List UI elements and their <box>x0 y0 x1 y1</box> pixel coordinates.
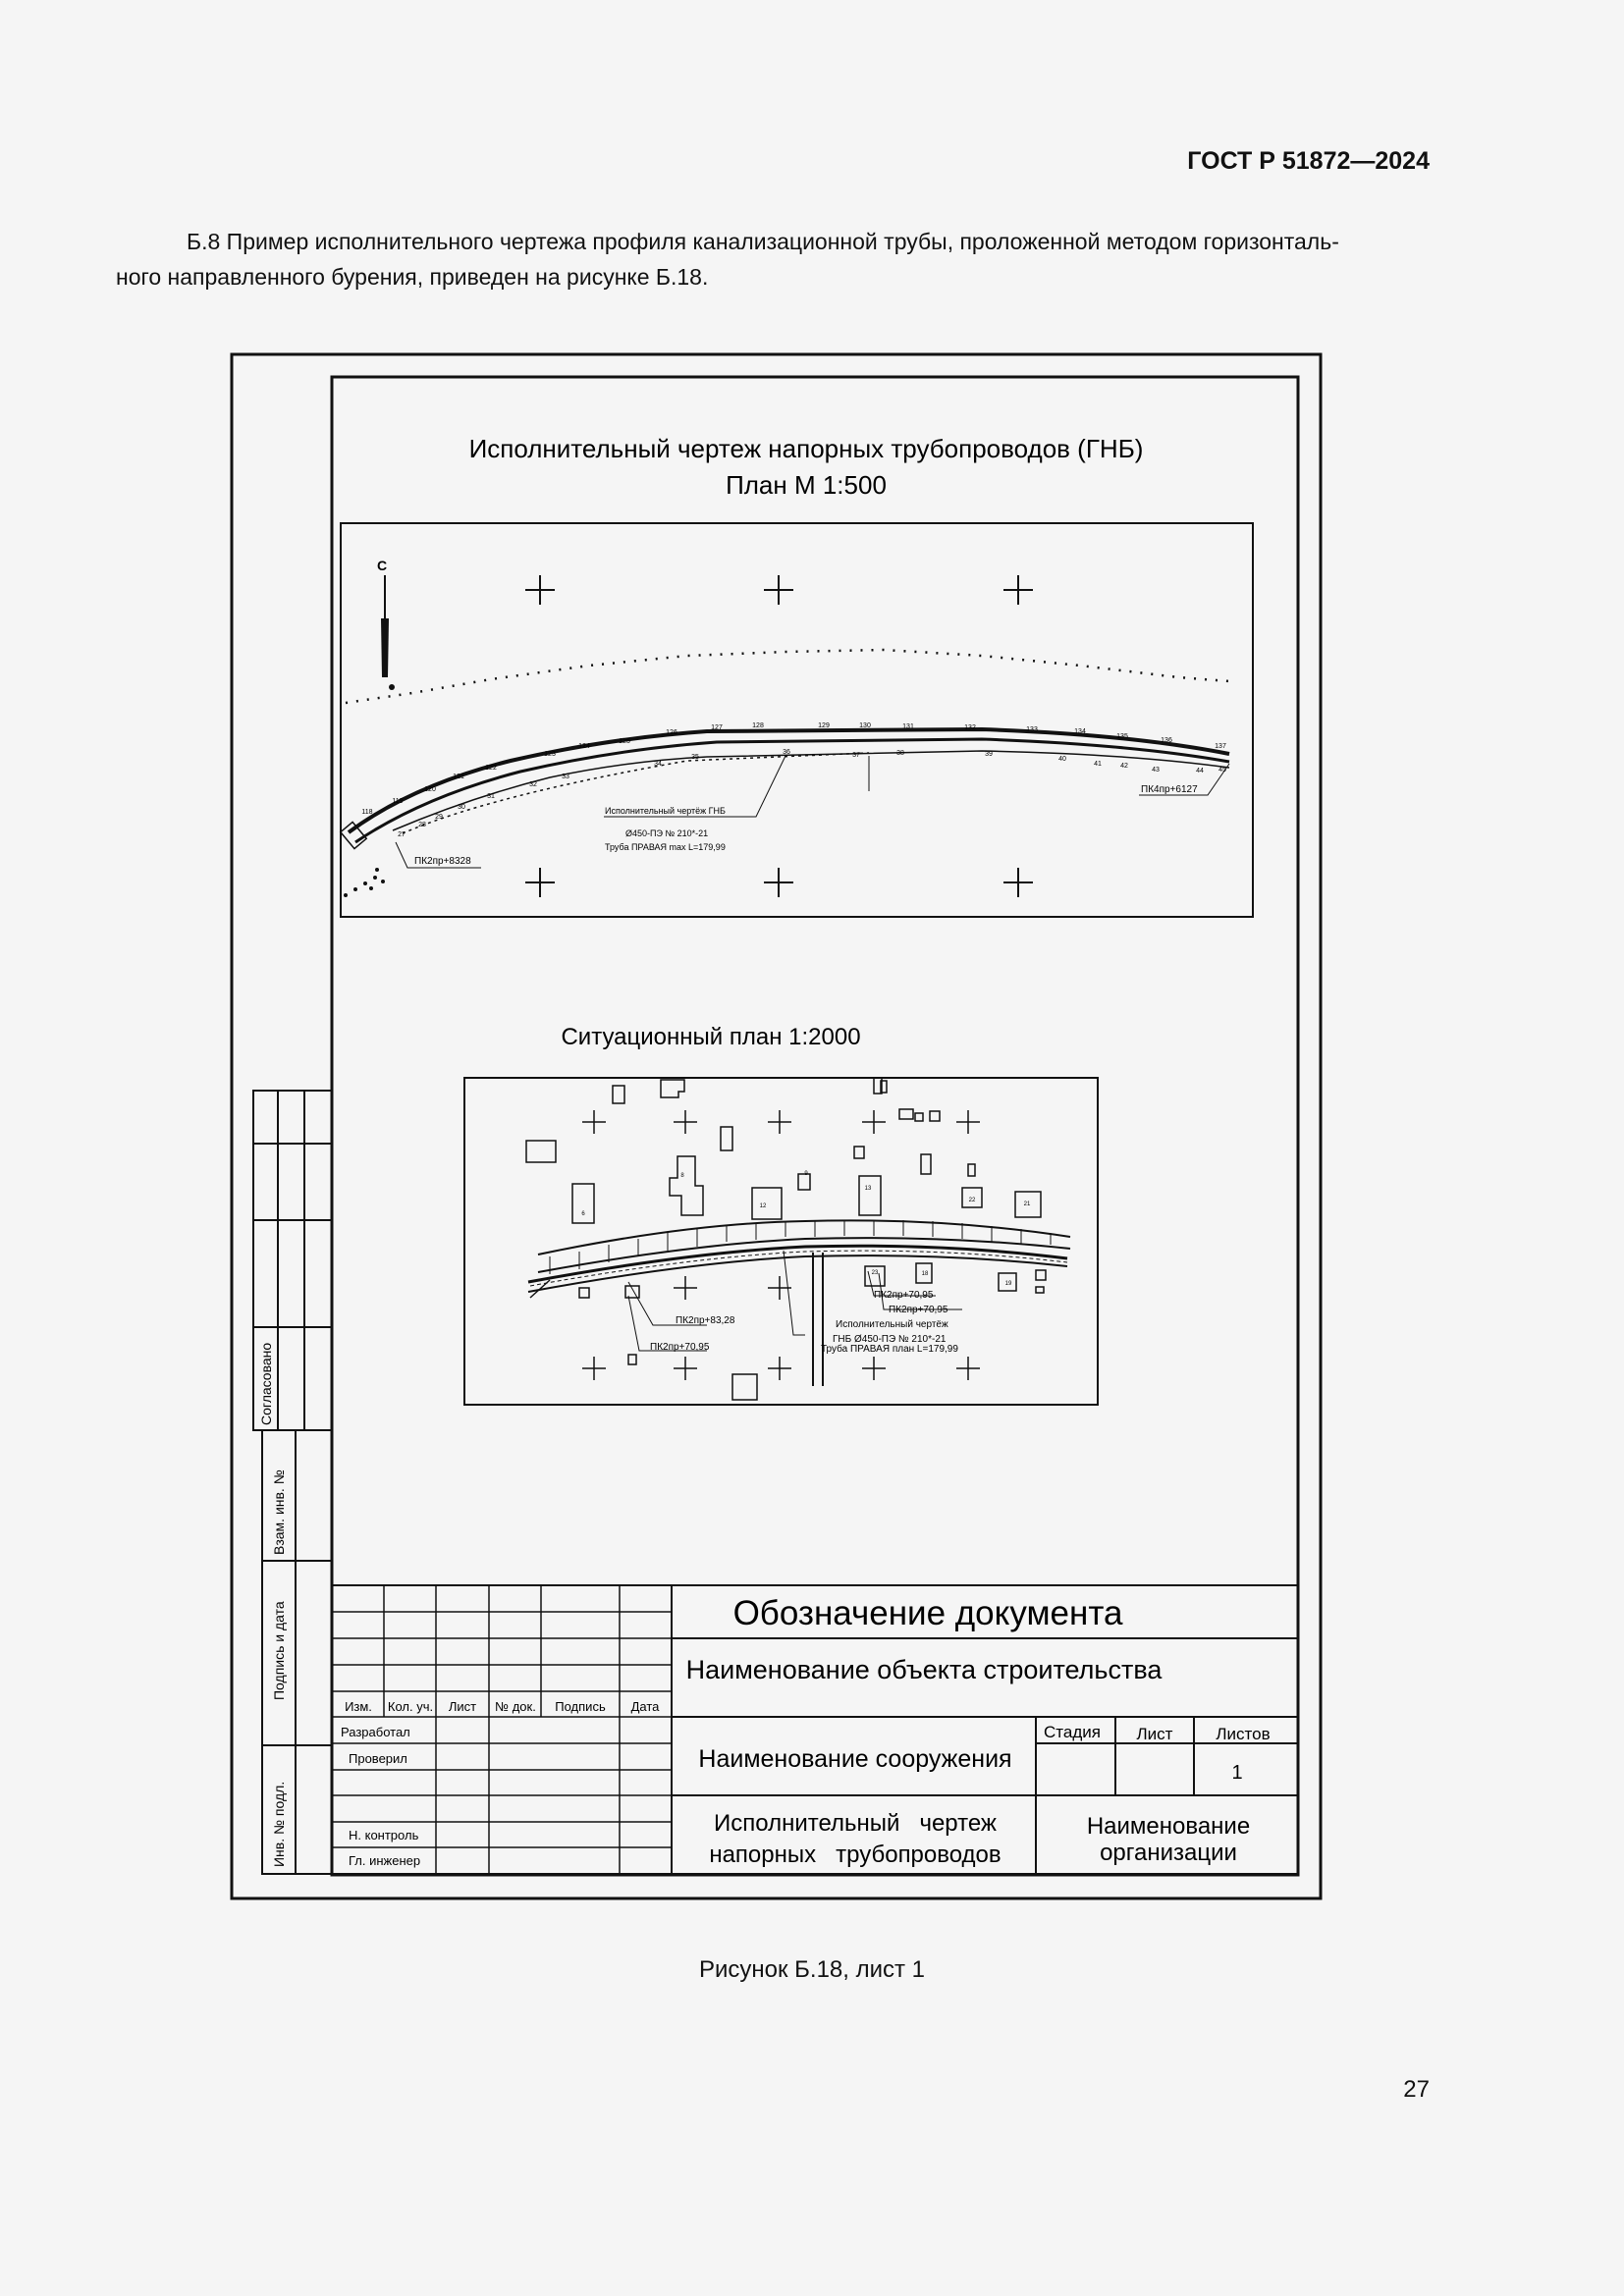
svg-text:13: 13 <box>864 1186 872 1192</box>
svg-text:37: 37 <box>852 752 860 759</box>
svg-text:Н. контроль: Н. контроль <box>349 1828 419 1842</box>
situation-title: Ситуационный план 1:2000 <box>561 1024 861 1050</box>
situation-pk3: ПК2пр+83,28 <box>676 1315 735 1326</box>
figure-caption: Рисунок Б.18, лист 1 <box>698 1956 926 1983</box>
svg-text:118: 118 <box>361 809 373 816</box>
drawing-name-2: напорных трубопроводов <box>709 1842 1001 1868</box>
svg-text:137: 137 <box>1215 743 1226 750</box>
svg-text:35: 35 <box>691 754 699 761</box>
svg-text:123: 123 <box>544 751 556 758</box>
svg-text:40: 40 <box>1058 756 1066 763</box>
plan-label-pk-left: ПК2пр+8328 <box>414 856 471 867</box>
svg-text:128: 128 <box>752 722 764 729</box>
svg-text:43: 43 <box>1152 767 1160 774</box>
svg-text:126: 126 <box>666 729 677 736</box>
svg-text:39: 39 <box>985 751 993 758</box>
svg-text:Лист: Лист <box>448 1699 477 1714</box>
svg-text:130: 130 <box>859 722 871 729</box>
svg-text:44: 44 <box>1196 768 1204 774</box>
svg-text:28: 28 <box>418 822 426 828</box>
object-name: Наименование объекта строительства <box>685 1655 1163 1684</box>
svg-text:22: 22 <box>968 1198 976 1203</box>
intro-line-1: Б.8 Пример исполнительного чертежа профиля канализационной трубы, проложенной методом горизонталь- <box>187 229 1339 254</box>
svg-text:120: 120 <box>424 786 436 793</box>
situation-label1: Исполнительный чертёж <box>836 1319 948 1330</box>
svg-text:136: 136 <box>1161 737 1172 744</box>
stamp-inv-original: Инв. № подл. <box>271 1781 287 1867</box>
svg-text:21: 21 <box>1023 1201 1031 1207</box>
svg-text:19: 19 <box>1004 1281 1012 1287</box>
svg-text:32: 32 <box>529 781 537 788</box>
svg-text:38: 38 <box>896 750 904 757</box>
plan-scale: План М 1:500 <box>726 470 887 500</box>
situation-label2: ГНБ Ø450-ПЭ № 210*-21 <box>833 1334 947 1345</box>
plan-label-pipe: Ø450-ПЭ № 210*-21 <box>625 828 709 838</box>
north-label: С <box>376 558 388 573</box>
svg-text:45: 45 <box>1218 767 1226 774</box>
structure-name: Наименование сооружения <box>698 1745 1012 1773</box>
svg-text:129: 129 <box>818 722 830 729</box>
situation-panel <box>464 1078 1098 1405</box>
drawing-name-1: Исполнительный чертеж <box>714 1810 997 1837</box>
org-name-2: организации <box>1100 1840 1237 1866</box>
svg-text:Подпись: Подпись <box>555 1699 606 1714</box>
svg-text:122: 122 <box>485 765 497 772</box>
svg-text:131: 131 <box>902 723 914 730</box>
svg-text:134: 134 <box>1074 728 1086 735</box>
svg-text:119: 119 <box>392 798 404 805</box>
svg-text:6: 6 <box>581 1211 585 1217</box>
svg-text:Разработал: Разработал <box>341 1725 410 1739</box>
svg-text:Гл. инженер: Гл. инженер <box>349 1853 421 1868</box>
svg-text:31: 31 <box>487 793 495 800</box>
svg-text:34: 34 <box>654 761 662 768</box>
plan-label-pipe2: Труба ПРАВАЯ max L=179,99 <box>605 842 726 852</box>
svg-text:42: 42 <box>1120 763 1128 770</box>
svg-text:12: 12 <box>759 1203 767 1209</box>
svg-text:9: 9 <box>804 1171 808 1177</box>
svg-text:18: 18 <box>921 1271 929 1277</box>
plan-label-pk-right: ПК4пр+6127 <box>1141 784 1198 795</box>
svg-text:23: 23 <box>871 1270 879 1276</box>
situation-pk4: ПК2пр+70,95 <box>650 1342 710 1353</box>
svg-text:27: 27 <box>398 831 406 838</box>
svg-text:Кол. уч.: Кол. уч. <box>387 1699 434 1714</box>
stage-label: Стадия <box>1044 1723 1101 1741</box>
svg-text:8: 8 <box>680 1173 684 1179</box>
sheet-label: Лист <box>1136 1725 1173 1743</box>
svg-text:Дата: Дата <box>630 1699 660 1714</box>
sheets-value: 1 <box>1231 1762 1243 1784</box>
stamp-agreed: Согласовано <box>258 1342 274 1425</box>
sheets-label: Листов <box>1216 1725 1271 1743</box>
svg-text:29: 29 <box>435 814 443 821</box>
svg-text:30: 30 <box>458 804 465 811</box>
document-code: ГОСТ Р 51872—2024 <box>1187 147 1430 175</box>
svg-text:124: 124 <box>578 743 590 750</box>
svg-text:132: 132 <box>964 724 976 731</box>
doc-designation: Обозначение документа <box>732 1594 1123 1632</box>
title-block-col-headers <box>345 1699 660 1714</box>
plan-label-gnb: Исполнительный чертёж ГНБ <box>605 806 726 816</box>
svg-text:125: 125 <box>619 738 630 745</box>
svg-text:121: 121 <box>453 774 464 780</box>
svg-text:№ док.: № док. <box>495 1699 536 1714</box>
drawing-title: Исполнительный чертеж напорных трубопроводов (ГНБ) <box>468 434 1144 463</box>
org-name-1: Наименование <box>1086 1813 1251 1840</box>
svg-text:36: 36 <box>783 749 790 756</box>
svg-text:135: 135 <box>1116 733 1128 740</box>
svg-text:133: 133 <box>1026 726 1038 733</box>
plan-panel <box>341 523 1253 917</box>
stamp-signature-date: Подпись и дата <box>271 1601 287 1700</box>
stamp-inv-replace: Взам. инв. № <box>271 1469 287 1555</box>
situation-pk2: ПК2пр+70,95 <box>889 1305 948 1315</box>
situation-label3: Труба ПРАВАЯ план L=179,99 <box>821 1344 958 1355</box>
page-number: 27 <box>1403 2076 1430 2103</box>
title-block-roles <box>341 1725 420 1868</box>
situation-pk1: ПК2пр+70,95 <box>874 1290 934 1301</box>
svg-text:Изм.: Изм. <box>345 1699 372 1714</box>
intro-line-2: ного направленного бурения, приведен на рисунке Б.18. <box>116 264 709 290</box>
svg-text:33: 33 <box>562 774 569 780</box>
svg-text:Проверил: Проверил <box>349 1751 407 1766</box>
svg-text:41: 41 <box>1094 761 1102 768</box>
svg-text:127: 127 <box>711 724 723 731</box>
